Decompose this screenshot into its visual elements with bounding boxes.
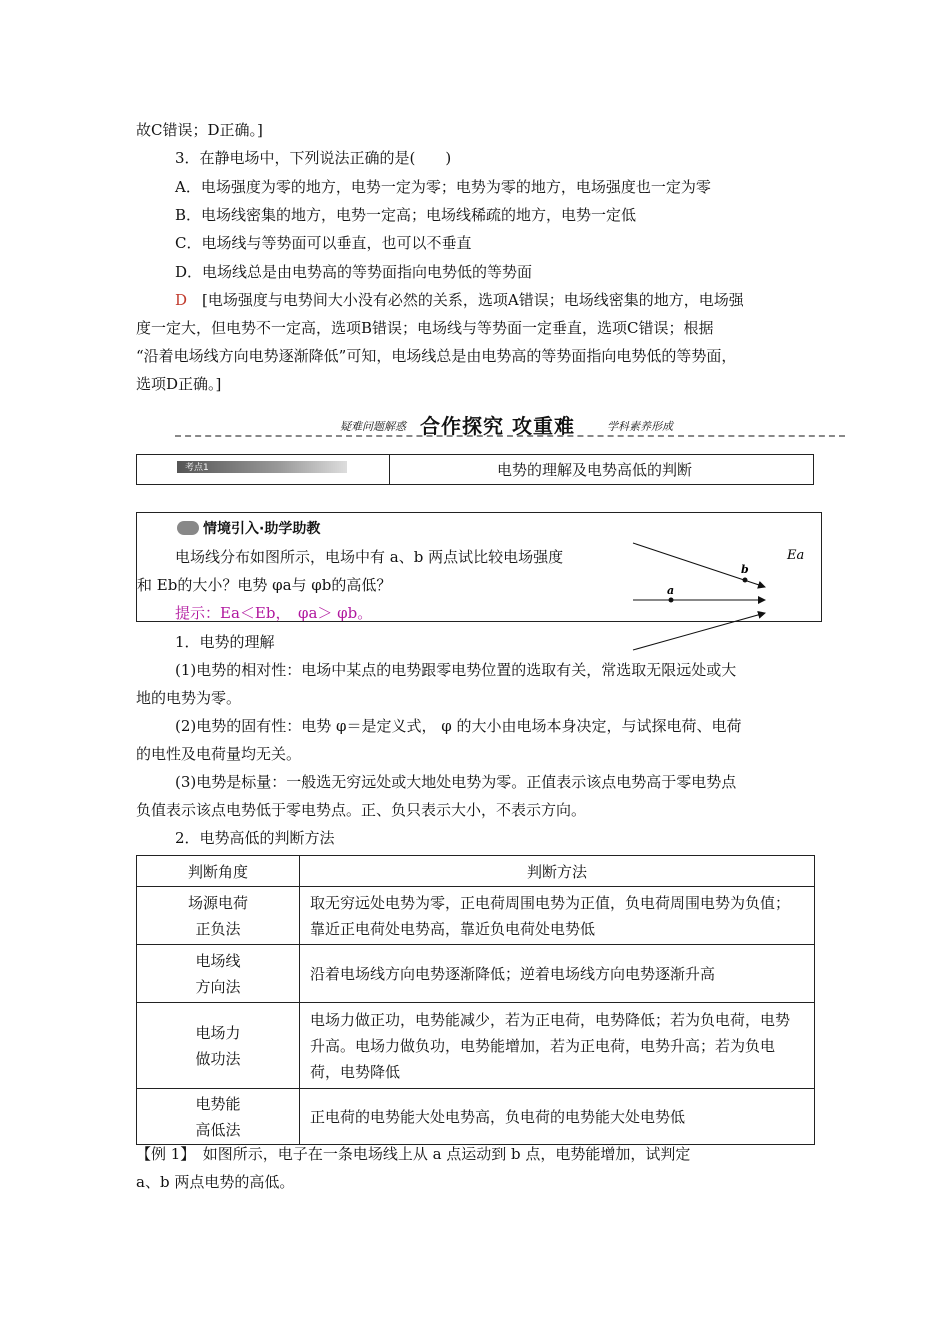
field-line-bottom <box>633 613 765 650</box>
scene-text-2: 和 Eb的大小？电势 φa与 φb的高低？ <box>137 576 392 594</box>
table-row <box>137 887 815 945</box>
table-cell-angle: 电场线 方向法 <box>137 945 300 1003</box>
table-cell-angle: 场源电荷 正负法 <box>137 887 300 945</box>
table-header-angle: 判断角度 <box>137 856 300 887</box>
para-2b: 的电性及电荷量均无关。 <box>136 745 302 763</box>
banner-left: 疑难问题解惑 <box>340 420 406 433</box>
example-1-line-2: a、b 两点电势的高低。 <box>136 1173 295 1191</box>
point-a <box>669 598 674 603</box>
answer-tail: 故C错误；D正确。] <box>136 121 263 139</box>
field-line-figure <box>625 535 825 655</box>
table-cell-method: 沿着电场线方向电势逐渐降低；逆着电场线方向电势逐渐升高 <box>300 945 815 1003</box>
scene-heading <box>177 518 320 538</box>
topic-tag-label: 考点1 <box>185 463 209 473</box>
topic-tag <box>177 461 347 473</box>
table-row <box>137 1003 815 1089</box>
scene-heading-text: 情境引入·助学助教 <box>203 521 321 537</box>
banner-right: 学科素养形成 <box>607 420 673 433</box>
table-header-method: 判断方法 <box>300 856 815 887</box>
label-a: a <box>667 584 675 597</box>
para-1a: (1)电势的相对性：电场中某点的电势跟零电势位置的选取有关，常选取无限远处或大 <box>175 661 737 679</box>
topic-divider <box>389 455 390 484</box>
banner-rule <box>175 435 845 437</box>
hand-icon <box>177 521 199 535</box>
table-cell-method: 正电荷的电势能大处电势高，负电荷的电势能大处电势低 <box>300 1089 815 1145</box>
para-1b: 地的电势为零。 <box>136 689 242 707</box>
option-a: A．电场强度为零的地方，电势一定为零；电势为零的地方，电场强度也一定为零 <box>175 178 711 196</box>
para-3a: (3)电势是标量：一般选无穷远处或大地处电势为零。正值表示该点电势高于零电势点 <box>175 773 737 791</box>
option-c: C．电场线与等势面可以垂直，也可以不垂直 <box>175 234 472 252</box>
label-E: Ea <box>787 548 805 563</box>
table-row <box>137 945 815 1003</box>
table-row <box>137 1089 815 1145</box>
answer-line-1 <box>175 290 744 310</box>
point-b <box>743 578 748 583</box>
heading-2: 2．电势高低的判断方法 <box>175 829 335 847</box>
table-cell-method: 电场力做正功，电势能减少，若为正电荷，电势降低；若为负电荷，电势升高。电场力做负功，电势能增加，若为正电荷，电势升高；若为负电荷，电势降低 <box>300 1003 815 1089</box>
para-3b: 负值表示该点电势低于零电势点。正、负只表示大小，不表示方向。 <box>136 801 587 819</box>
question-3: 3．在静电场中，下列说法正确的是( ) <box>175 149 452 167</box>
option-b: B．电场线密集的地方，电势一定高；电场线稀疏的地方，电势一定低 <box>175 206 637 224</box>
topic-title: 电势的理解及电势高低的判断 <box>497 461 693 479</box>
heading-1: 1．电势的理解 <box>175 633 275 651</box>
method-table <box>136 855 815 1145</box>
option-d: D．电场线总是由电势高的等势面指向电势低的等势面 <box>175 263 533 281</box>
label-b: b <box>741 563 749 576</box>
table-cell-angle: 电场力 做功法 <box>137 1003 300 1089</box>
answer-line-3: “沿着电场线方向电势逐渐降低”可知，电场线总是由电势高的等势面指向电势低的等势面， <box>136 347 737 365</box>
answer-line-4: 选项D正确。] <box>136 375 222 393</box>
banner-title: 合作探究 攻重难 <box>420 414 575 438</box>
scene-hint: 提示：Ea＜Eb， φa＞ φb。 <box>175 604 373 622</box>
section-banner <box>175 410 845 440</box>
table-header-row <box>137 856 815 887</box>
answer-text-1: [电场强度与电势间大小没有必然的关系，选项A错误；电场线密集的地方，电场强 <box>202 291 744 309</box>
table-cell-method: 取无穷远处电势为零，正电荷周围电势为正值，负电荷周围电势为负值；靠近正电荷处电势高，靠近负电荷处电势低 <box>300 887 815 945</box>
example-1-line-1: 【例 1】 如图所示，电子在一条电场线上从 a 点运动到 b 点，电势能增加，试判定 <box>136 1145 691 1163</box>
scene-text-1: 电场线分布如图所示，电场中有 a、b 两点试比较电场强度 <box>175 548 564 566</box>
answer-letter: D <box>175 291 188 309</box>
topic-box <box>136 454 814 485</box>
answer-line-2: 度一定大，但电势不一定高，选项B错误；电场线与等势面一定垂直，选项C错误；根据 <box>136 319 714 337</box>
para-2a: (2)电势的固有性：电势 φ＝是定义式， φ 的大小由电场本身决定，与试探电荷、电荷 <box>175 717 742 735</box>
table-cell-angle: 电势能 高低法 <box>137 1089 300 1145</box>
